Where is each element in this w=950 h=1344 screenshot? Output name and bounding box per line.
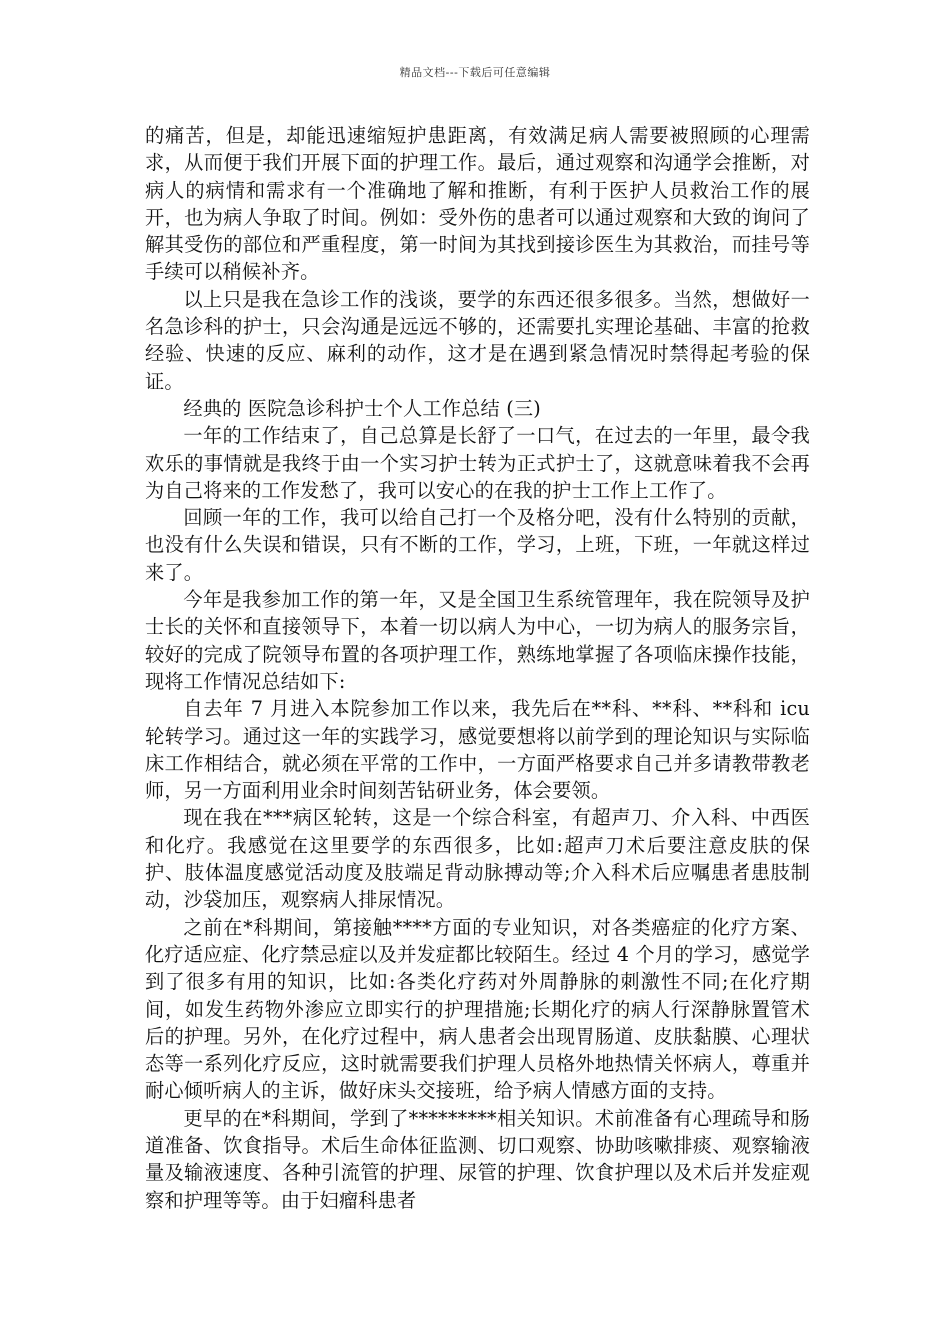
paragraph-7: 现在我在***病区轮转，这是一个综合科室，有超声刀、介入科、中西医和化疗。我感觉在这里要学的东西很多，比如:超声刀术后要注意皮肤的保护、肢体温度感觉活动度及肢端足背动脉搏动等;介入科术后应嘱患者患肢制动，沙袋加压，观察病人排尿情况。 — [145, 806, 810, 912]
section-heading: 经典的 医院急诊科护士个人工作总结 (三) — [183, 396, 541, 420]
paragraph-1: 的痛苦，但是，却能迅速缩短护患距离，有效满足病人需要被照顾的心理需求，从而便于我们开展下面的护理工作。最后，通过观察和沟通学会推断，对病人的病情和需求有一个准确地了解和推断，有利于医护人员救治工作的展开，也为病人争取了时间。例如：受外伤的患者可以通过观察和大致的询问了解其受伤的部位和严重程度，第一时间为其找到接诊医生为其救治，而挂号等手续可以稍候补齐。 — [145, 124, 810, 284]
paragraph-4: 回顾一年的工作，我可以给自己打一个及格分吧，没有什么特别的贡献，也没有什么失误和错误，只有不断的工作，学习，上班，下班，一年就这样过来了。 — [145, 506, 810, 584]
paragraph-8: 之前在*科期间，第接触****方面的专业知识，对各类癌症的化疗方案、化疗适应症、化疗禁忌症以及并发症都比较陌生。经过 4 个月的学习，感觉学到了很多有用的知识，比如:各类化疗药对外周静脉的刺激性不同;在化疗期间，如发生药物外渗应立即实行的护理措施;长期化疗的病人行深静脉置管术后的护理。另外，在化疗过程中，病人患者会出现胃肠道、皮肤黏膜、心理状态等一系列化疗反应，这时就需要我们护理人员格外地热情关怀病人，尊重并耐心倾听病人的主诉，做好床头交接班，给予病人情感方面的支持。 — [145, 915, 810, 1103]
paragraph-2: 以上只是我在急诊工作的浅谈，要学的东西还很多很多。当然，想做好一名急诊科的护士，只会沟通是远远不够的，还需要扎实理论基础、丰富的抢救经验、快速的反应、麻利的动作，这才是在遇到紧急情况时禁得起考验的保证。 — [145, 287, 810, 393]
paragraph-3: 一年的工作结束了，自己总算是长舒了一口气，在过去的一年里，最令我欢乐的事情就是我终于由一个实习护士转为正式护士了，这就意味着我不会再为自己将来的工作发愁了，我可以安心的在我的护士工作上工作了。 — [145, 424, 810, 502]
paragraph-6: 自去年 7 月进入本院参加工作以来，我先后在**科、**科、**科和 icu 轮转学习。通过这一年的实践学习，感觉要想将以前学到的理论知识与实际临床工作相结合，就必须在平常的工作中，一方面严格要求自己并多请教带教老师，另一方面利用业余时间刻苦钻研业务，体会要领。 — [145, 697, 810, 803]
page-header: 精品文档---下载后可任意编辑 — [399, 66, 551, 79]
paragraph-5: 今年是我参加工作的第一年，又是全国卫生系统管理年，我在院领导及护士长的关怀和直接领导下，本着一切以病人为中心，一切为病人的服务宗旨，较好的完成了院领导布置的各项护理工作，熟练地掌握了各项临床操作技能，现将工作情况总结如下: — [145, 588, 810, 693]
paragraph-9: 更早的在*科期间，学到了*********相关知识。术前准备有心理疏导和肠道准备、饮食指导。术后生命体征监测、切口观察、协助咳嗽排痰、观察输液量及输液速度、各种引流管的护理、尿管的护理、饮食护理以及术后并发症观察和护理等等。由于妇瘤科患者 — [145, 1106, 810, 1212]
document-body — [145, 122, 810, 1214]
